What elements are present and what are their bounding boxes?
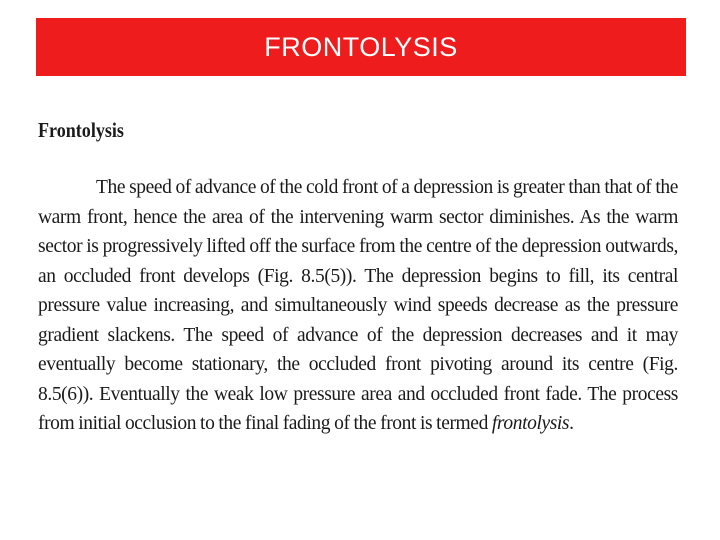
slide-title: FRONTOLYSIS [264, 31, 458, 62]
paragraph-period: . [569, 413, 574, 434]
excerpt-heading: Frontolysis [38, 118, 124, 142]
scanned-excerpt [38, 118, 678, 439]
paragraph-text: The speed of advance of the cold front of a depression is greater than that of the warm front, hence the area of the intervening warm sector diminishes. As the warm sector is progressively lifted off the surface from the centre of the depression outwards, an occluded front develops (Fig. 8.5(5)). The depression begins to fill, its central pressure value increasing, and simultaneously wind speeds decrease as the pressure gradient slackens. The speed of advance of the depression decreases and it may eventually become stationary, the occluded front pivoting around its centre (Fig. 8.5(6)). Eventually the weak low pressure area and occluded front fade. The process from initial occlusion to the final fading of the front is termed [38, 177, 678, 434]
excerpt-paragraph [38, 173, 678, 439]
italic-term: frontolysis [491, 413, 570, 434]
title-bar [36, 18, 686, 76]
